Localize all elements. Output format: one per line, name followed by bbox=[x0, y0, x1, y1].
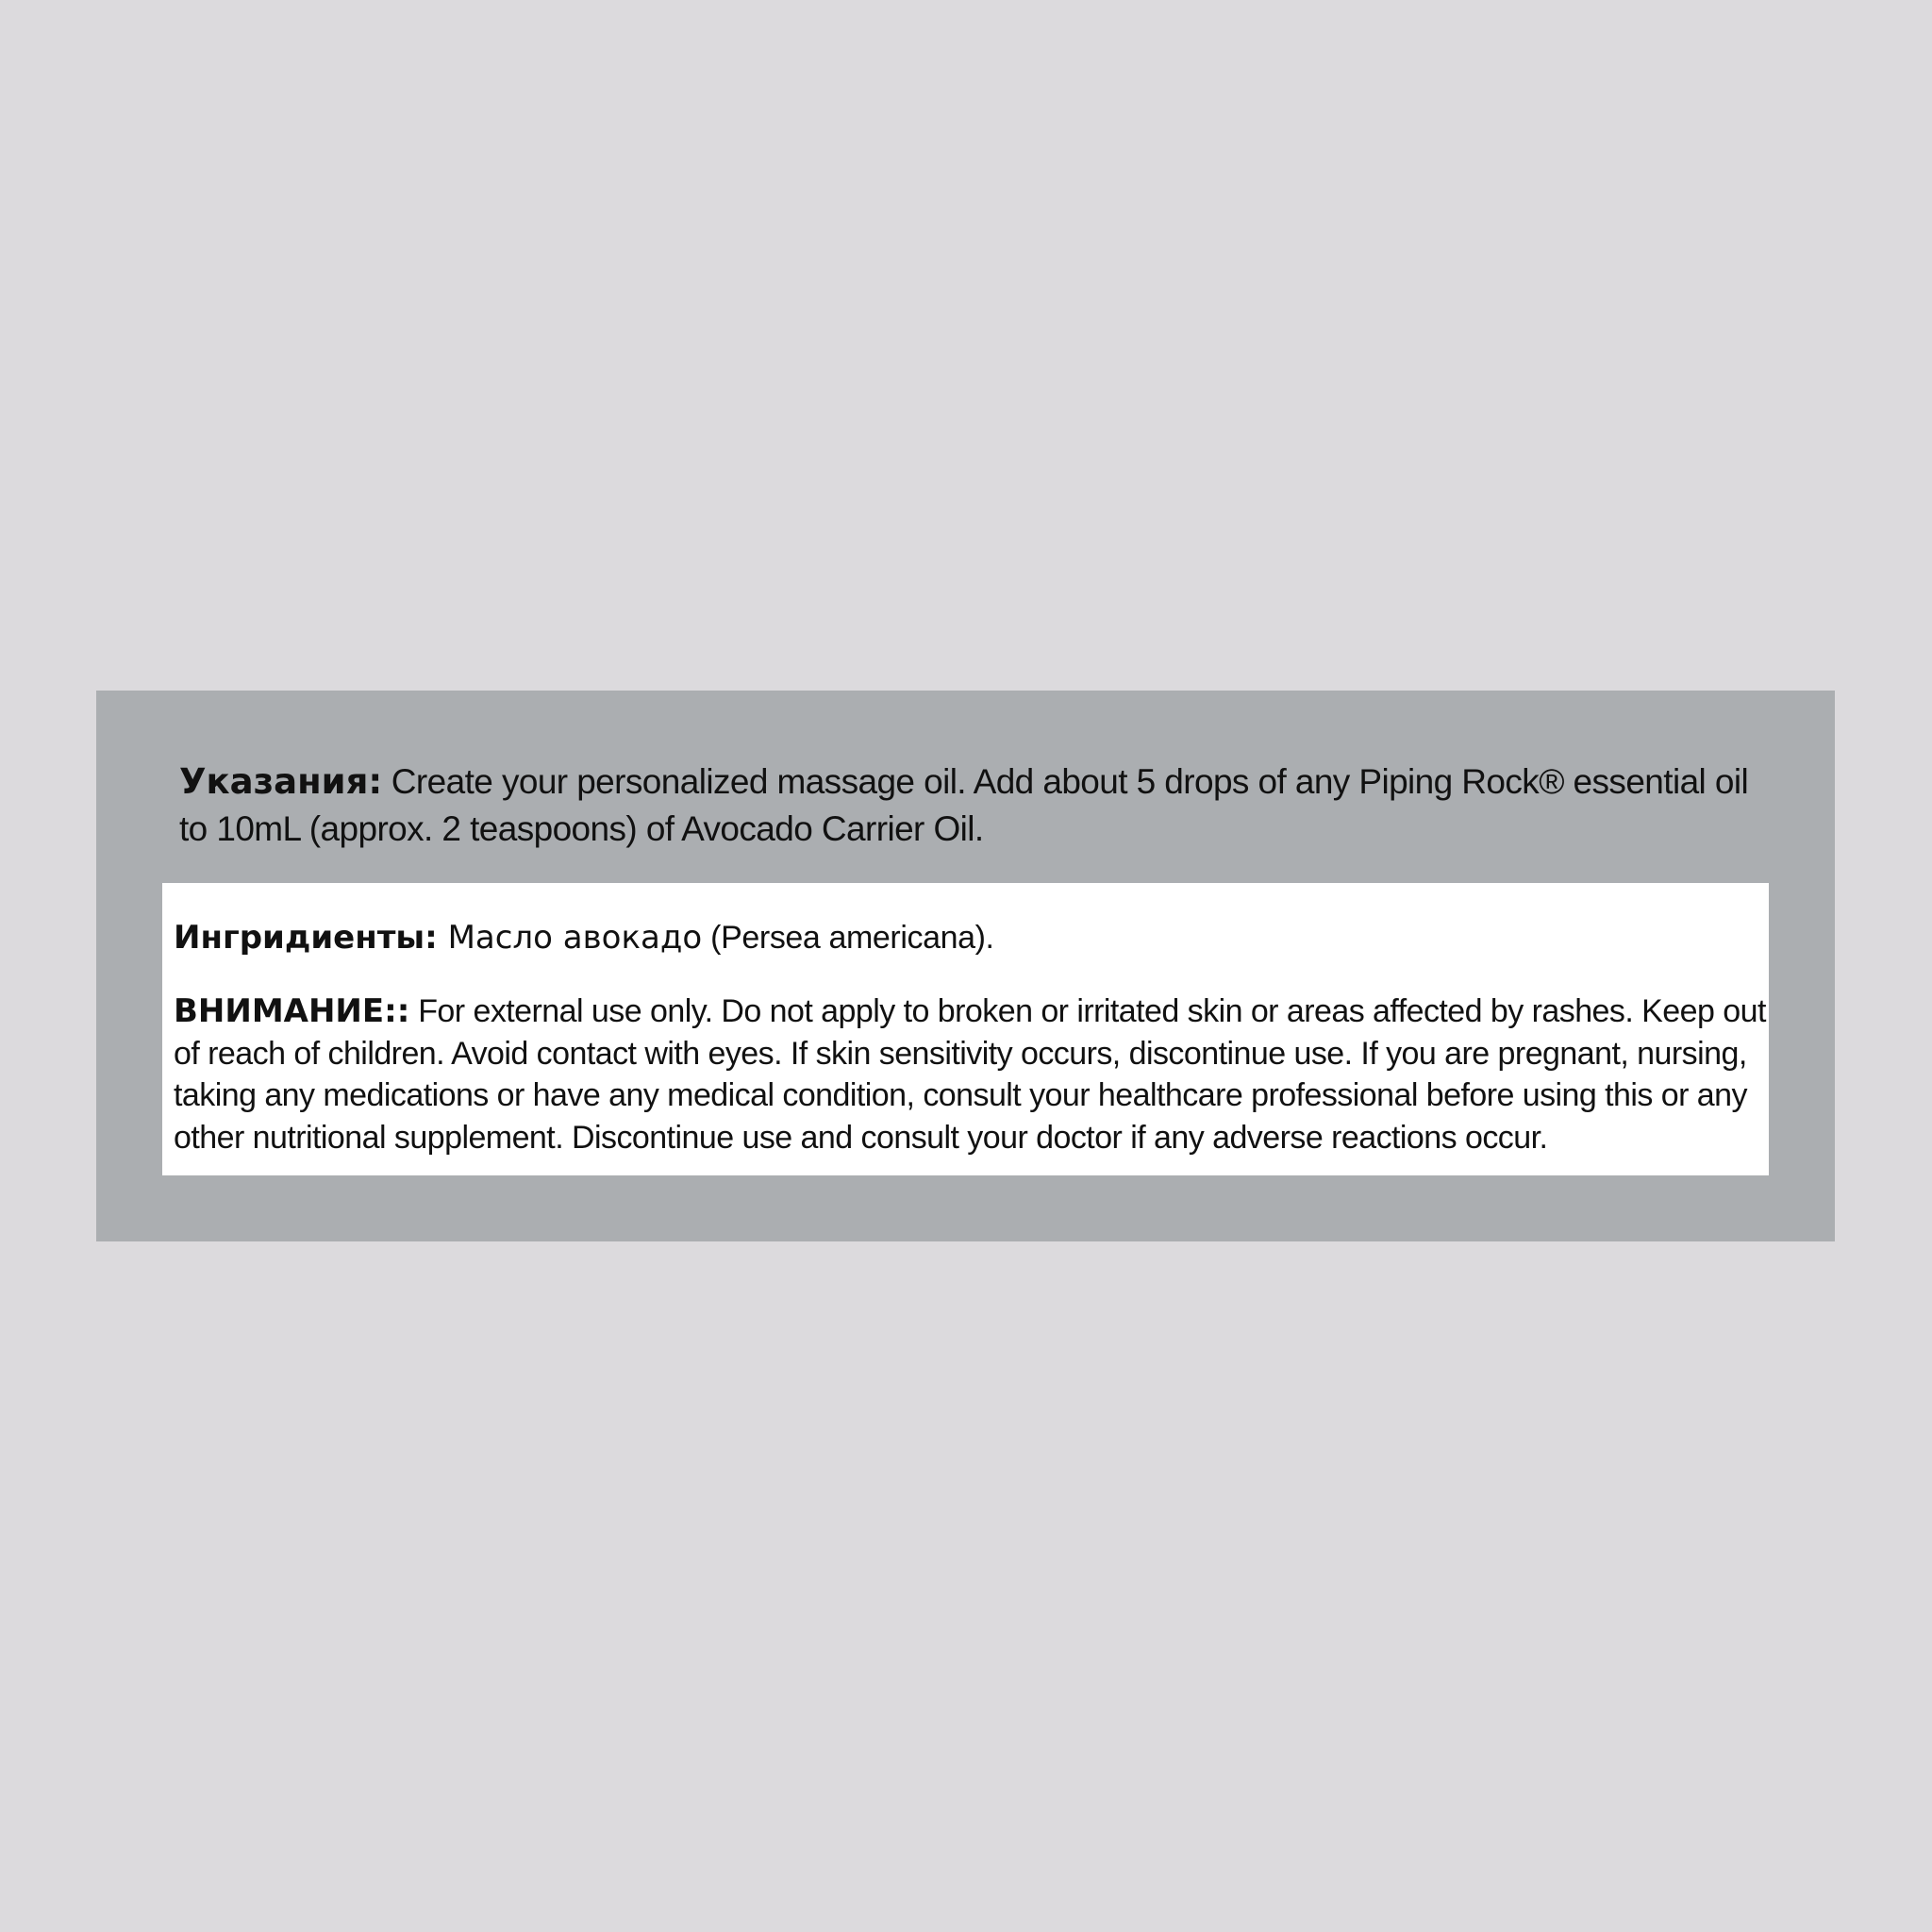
ingredients-name: Масло авокадо bbox=[437, 919, 703, 957]
directions-paragraph bbox=[179, 758, 1783, 853]
label-panel bbox=[96, 691, 1835, 1241]
warning-label: ВНИМАНИЕ:: bbox=[174, 992, 410, 1030]
warning-paragraph bbox=[174, 991, 1768, 1158]
ingredients-label: Ингридиенты: bbox=[174, 919, 438, 957]
ingredients-paragraph bbox=[174, 917, 1758, 958]
ingredients-warning-box bbox=[162, 883, 1769, 1175]
directions-text: Create your personalized massage oil. Add about 5 drops of any Piping Rock® essential oil to 10mL (approx. 2 teaspoons) of Avocado Carrier Oil. bbox=[179, 762, 1749, 848]
directions-label: Указания: bbox=[179, 761, 383, 802]
warning-text: For external use only. Do not apply to broken or irritated skin or areas affected by rashes. Keep out of reach of children. Avoid contact with eyes. If skin sensitivity occurs, discontinue use. If you are pregnant, nursing, taking any medications or have any medical condition, consult your healthcare professional before using this or any other nutritional supplement. Discontinue use and consult your doctor if any adverse reactions occur. bbox=[174, 993, 1766, 1156]
ingredients-latin-name: (Persea americana). bbox=[702, 920, 994, 956]
